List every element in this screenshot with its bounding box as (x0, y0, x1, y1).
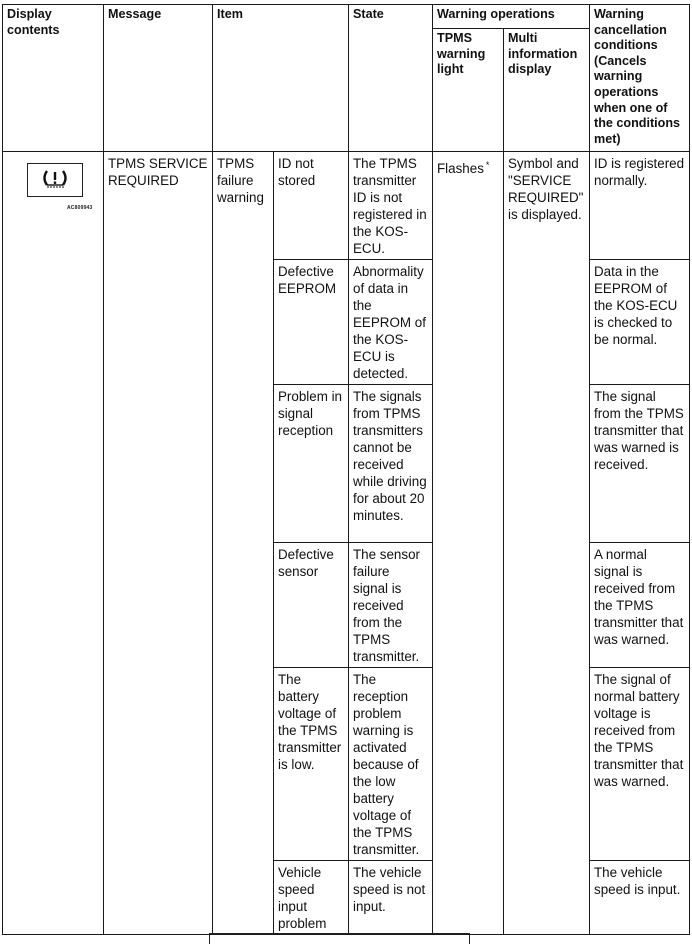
cancel-cell: The signal of normal battery voltage is received from the TPMS transmitter that was warned. (590, 668, 690, 861)
cancel-cell: Data in the EEPROM of the KOS-ECU is checked to be normal. (590, 260, 690, 385)
item-cell: Defective sensor (274, 543, 349, 668)
cancel-cell: The vehicle speed is input. (590, 861, 690, 935)
warning-light-cell (433, 152, 504, 935)
header-warning-operations: Warning operations (433, 5, 590, 29)
message-cell: TPMS SERVICE REQUIRED (104, 152, 213, 935)
display-contents-cell (3, 152, 104, 935)
tpms-warning-icon (27, 163, 83, 197)
warning-light-value: Flashes (437, 161, 484, 176)
item-cell: ID not stored (274, 152, 349, 260)
state-cell: The vehicle speed is not input. (349, 861, 433, 935)
state-cell: Abnormality of data in the EEPROM of the KOS-ECU is detected. (349, 260, 433, 385)
item-group-cell: TPMS failure warning (213, 152, 274, 935)
state-cell: The signals from TPMS transmitters cannot be received while driving for about 20 minutes. (349, 385, 433, 543)
footnote-marker: * (485, 160, 490, 170)
header-tpms-warning-light: TPMS warning light (433, 29, 504, 152)
header-message: Message (104, 5, 213, 152)
item-cell: Defective EEPROM (274, 260, 349, 385)
item-cell: Problem in signal reception (274, 385, 349, 543)
cancel-cell: A normal signal is received from the TPMS transmitter that was warned. (590, 543, 690, 668)
footnote-box (209, 933, 470, 944)
state-cell: The sensor failure signal is received from the TPMS transmitter. (349, 543, 433, 668)
header-display-contents: Display contents (3, 5, 104, 152)
icon-code-label: AC809943 (67, 205, 93, 211)
header-state: State (349, 5, 433, 152)
item-cell: Vehicle speed input problem (274, 861, 349, 935)
table-row (3, 152, 690, 260)
state-cell: The reception problem warning is activated because of the low battery voltage of the TPMS transmitter. (349, 668, 433, 861)
cancel-cell: ID is registered normally. (590, 152, 690, 260)
cancel-cell: The signal from the TPMS transmitter that was warned is received. (590, 385, 690, 543)
tpms-warning-table (2, 4, 690, 935)
header-item: Item (213, 5, 349, 152)
item-cell: The battery voltage of the TPMS transmitter is low. (274, 668, 349, 861)
header-multi-information-display: Multi information display (504, 29, 590, 152)
header-cancellation-conditions: Warning cancellation conditions (Cancels warning operations when one of the conditions met) (590, 5, 690, 152)
state-cell: The TPMS transmitter ID is not registered in the KOS-ECU. (349, 152, 433, 260)
header-row-1 (3, 5, 690, 29)
multi-info-cell: Symbol and "SERVICE REQUIRED" is displayed. (504, 152, 590, 935)
